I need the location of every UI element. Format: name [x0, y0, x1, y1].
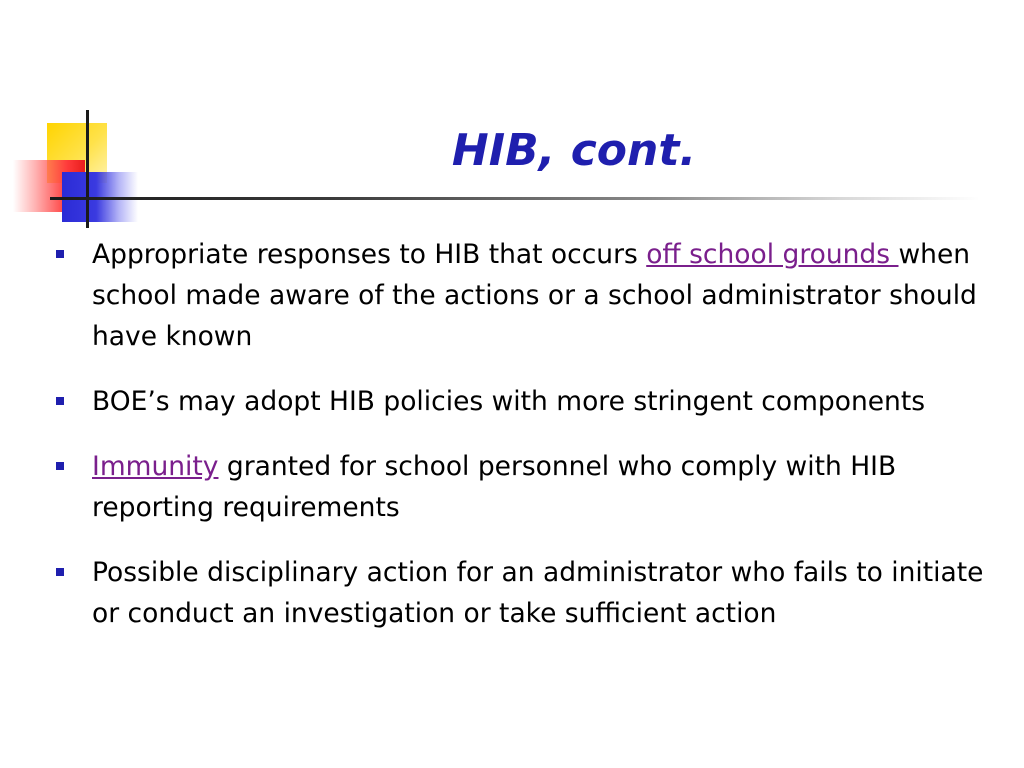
bullet-item-disciplinary-action — [54, 552, 1004, 634]
bullet-square-icon — [56, 568, 64, 576]
decorative-vertical-line — [86, 110, 89, 228]
bullet-text: Appropriate responses to HIB that occurs — [92, 239, 647, 270]
title-underline-rule — [50, 197, 980, 200]
bullet-text: when school made aware of the actions or a school administrator should have known — [92, 239, 977, 352]
bullet-square-icon — [56, 462, 64, 470]
bullet-item-boe-policies — [54, 381, 1004, 422]
bullet-text: granted for school personnel who comply with HIB reporting requirements — [92, 451, 897, 523]
slide-title: HIB, cont. — [451, 125, 697, 176]
bullet-text: Possible disciplinary action for an administrator who fails to initiate or conduct an investigation or take sufficient action — [92, 557, 984, 629]
bullet-text: BOE’s may adopt HIB policies with more stringent components — [92, 386, 926, 417]
bullet-list — [54, 234, 1004, 658]
bullet-item-immunity — [54, 446, 1004, 528]
bullet-square-icon — [56, 397, 64, 405]
immunity-link[interactable]: Immunity — [92, 451, 219, 482]
bullet-square-icon — [56, 250, 64, 258]
off-school-grounds-link[interactable]: off school grounds — [646, 239, 899, 270]
bullet-item-off-school-grounds — [54, 234, 1004, 357]
